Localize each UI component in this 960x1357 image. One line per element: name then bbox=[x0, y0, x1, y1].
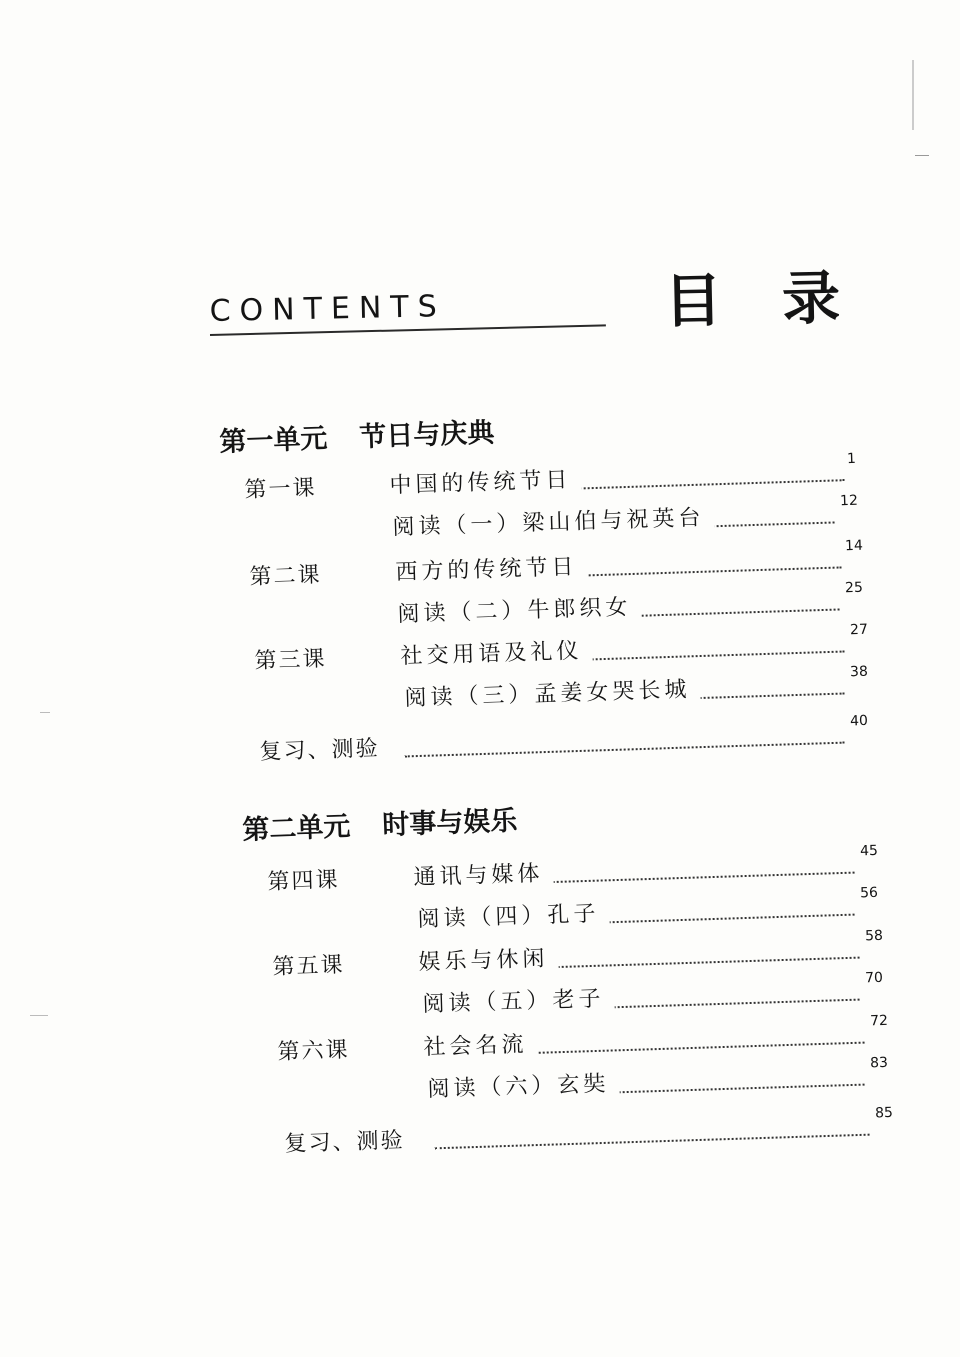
unit-1-number: 第一单元 bbox=[218, 423, 328, 459]
page-number: 40 bbox=[849, 712, 869, 730]
unit-1-heading bbox=[219, 410, 495, 459]
page-number: 72 bbox=[869, 1012, 889, 1030]
entry-title: 社交用语及礼仪 bbox=[400, 633, 593, 670]
page-number: 85 bbox=[874, 1104, 894, 1122]
unit-2-number: 第二单元 bbox=[241, 811, 351, 847]
scan-mark bbox=[30, 1015, 48, 1016]
page-number: 58 bbox=[864, 927, 884, 945]
toc-entry-review bbox=[259, 712, 875, 766]
page-number: 70 bbox=[864, 969, 884, 987]
entry-title: 娱乐与休闲 bbox=[418, 941, 559, 976]
entry-title: 阅读（一）梁山伯与祝英台 bbox=[392, 500, 715, 541]
dot-leader bbox=[565, 650, 845, 661]
lesson-label: 第一课 bbox=[244, 475, 317, 504]
entry-title: 社会名流 bbox=[423, 1027, 538, 1062]
entry-title: 阅读（二）牛郎织女 bbox=[397, 590, 642, 629]
contents-heading-en: CONTENTS bbox=[209, 289, 447, 329]
toc-entry bbox=[267, 884, 885, 938]
lesson-label: 第六课 bbox=[277, 1037, 350, 1066]
toc-entry bbox=[254, 663, 875, 717]
toc-entry bbox=[277, 1012, 895, 1066]
dot-leader bbox=[603, 999, 860, 1009]
dot-leader bbox=[608, 1084, 865, 1094]
entry-title: 通讯与媒体 bbox=[413, 856, 554, 891]
dot-leader bbox=[598, 914, 855, 924]
scan-mark bbox=[915, 155, 929, 156]
toc-entry bbox=[272, 969, 890, 1023]
toc-entry bbox=[244, 450, 865, 504]
unit-2-title: 时事与娱乐 bbox=[381, 805, 518, 842]
entry-title: 阅读（五）老子 bbox=[422, 981, 615, 1018]
toc-entry bbox=[272, 927, 890, 981]
page-number: 45 bbox=[859, 842, 879, 860]
lesson-label: 第三课 bbox=[254, 646, 327, 675]
toc-entry-review bbox=[284, 1104, 900, 1158]
page-number: 27 bbox=[849, 621, 869, 639]
dot-leader bbox=[548, 872, 855, 884]
entry-title: 西方的传统节日 bbox=[395, 549, 588, 586]
toc-entry bbox=[267, 842, 885, 896]
toc-entry bbox=[244, 492, 865, 546]
page-number: 56 bbox=[859, 884, 879, 902]
page-number: 25 bbox=[844, 579, 864, 597]
scan-mark bbox=[912, 60, 914, 130]
page-number: 12 bbox=[839, 492, 859, 510]
review-label: 复习、测验 bbox=[259, 736, 380, 766]
dot-leader bbox=[405, 742, 845, 758]
unit-2-heading bbox=[242, 798, 518, 847]
page-number: 14 bbox=[844, 537, 864, 555]
page-number: 1 bbox=[846, 450, 857, 468]
entry-title: 阅读（三）孟姜女哭长城 bbox=[404, 672, 701, 712]
toc-entry bbox=[249, 579, 870, 633]
review-label: 复习、测验 bbox=[284, 1128, 405, 1158]
entry-title: 中国的传统节日 bbox=[389, 462, 582, 499]
lesson-label: 第五课 bbox=[272, 952, 345, 981]
entry-title: 阅读（四）孔子 bbox=[417, 896, 610, 933]
page-number: 38 bbox=[849, 663, 869, 681]
toc-entry bbox=[254, 621, 875, 675]
dot-leader bbox=[545, 479, 845, 490]
dot-leader bbox=[435, 1134, 870, 1150]
toc-entry bbox=[277, 1054, 895, 1108]
dot-leader bbox=[610, 608, 840, 617]
lesson-label: 第二课 bbox=[249, 562, 322, 591]
toc-entry bbox=[249, 537, 870, 591]
contents-heading-cn: 目录 bbox=[663, 262, 901, 336]
dot-leader bbox=[550, 566, 842, 577]
scan-mark bbox=[40, 712, 50, 713]
dot-leader bbox=[553, 957, 860, 969]
dot-leader bbox=[528, 1042, 865, 1055]
entry-title: 阅读（六）玄奘 bbox=[427, 1066, 620, 1103]
page-number: 83 bbox=[869, 1054, 889, 1072]
lesson-label: 第四课 bbox=[267, 867, 340, 896]
unit-1-title: 节日与庆典 bbox=[358, 417, 495, 454]
